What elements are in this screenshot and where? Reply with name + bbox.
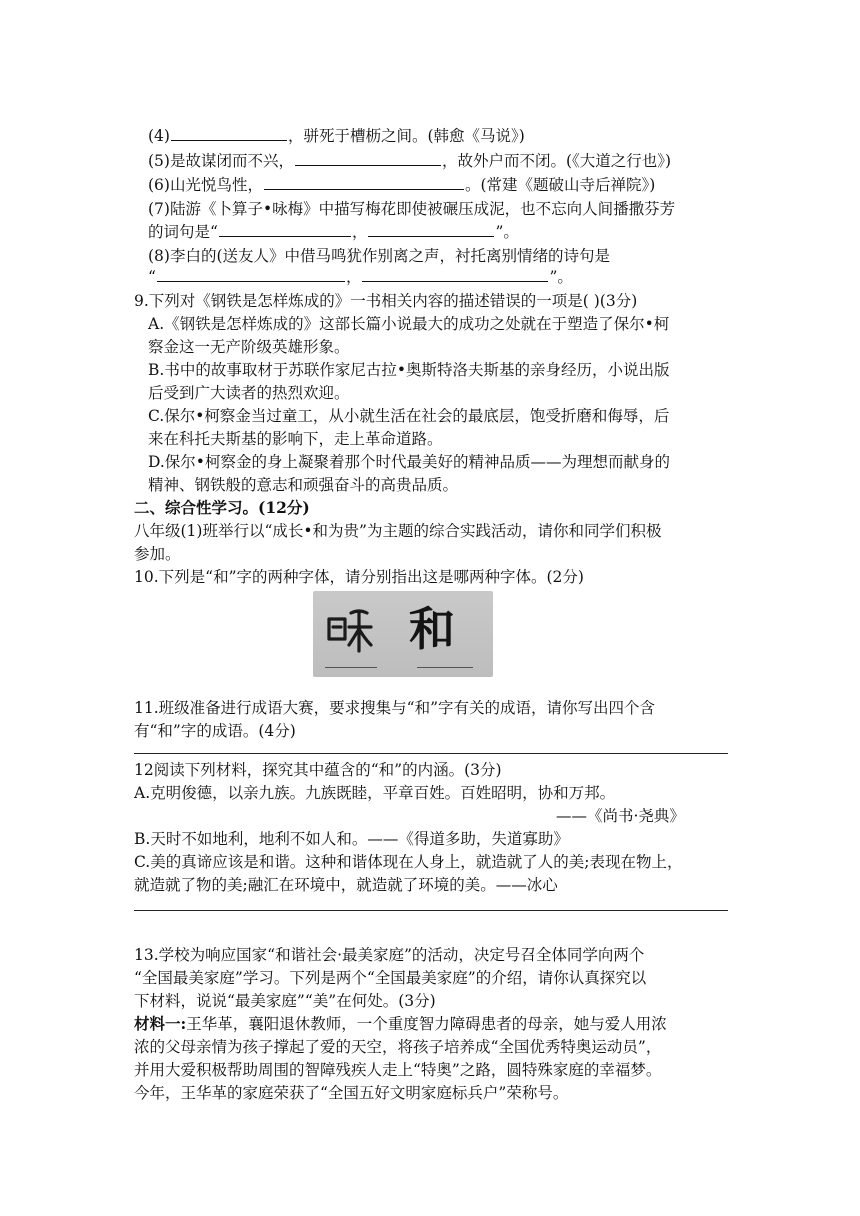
question-11-line-1: 11.班级准备进行成语大赛，要求搜集与“和”字有关的成语，请你写出四个含: [134, 699, 656, 717]
q12-material-c-1: C.美的真谛应该是和谐。这种和谐体现在人身上，就造就了人的美;表现在物上，: [134, 853, 683, 871]
question-9: 9.下列对《钢铁是怎样炼成的》一书相关内容的描述错误的一项是( )(3分): [134, 292, 638, 310]
question-8-line-2: [148, 266, 573, 288]
q9-option-c-2: 来在科托夫斯基的影响下，走上革命道路。: [148, 430, 443, 448]
q7-text-a: 的词句是“: [148, 223, 218, 241]
q5-text-a: (5)是故谋闭而不兴，: [148, 152, 294, 170]
question-12: 12阅读下列材料，探究其中蕴含的“和”的内涵。(3分): [134, 761, 502, 779]
answer-line-q11[interactable]: [134, 753, 728, 754]
question-5-line: [148, 150, 671, 172]
question-13-line-1: 13.学校为响应国家“和谐社会·最美家庭”的活动，决定号召全体同学向两个: [134, 946, 645, 964]
material-1-label: 材料一:: [134, 1014, 187, 1033]
q12-material-c-2: 就造就了物的美;融汇在环境中，就造就了环境的美。——冰心: [134, 876, 558, 894]
material-1-text: 王华革，襄阳退休教师，一个重度智力障碍患者的母亲，她与爱人用浓: [186, 1015, 667, 1033]
q6-text-a: (6)山光悦鸟性，: [148, 176, 263, 194]
regular-script-he-glyph: 和: [409, 602, 455, 656]
question-13-line-3: 下材料，说说“最美家庭”“美”在何处。(3分): [134, 992, 436, 1010]
answer-line-q12[interactable]: [134, 910, 728, 911]
question-11-line-2: 有“和”字的成语。(4分): [134, 722, 296, 740]
answer-blank[interactable]: [368, 221, 494, 237]
q6-text-b: 。(常建《题破山寺后禅院》): [464, 176, 656, 194]
q12-material-a: A.克明俊德，以亲九族。九族既睦，平章百姓。百姓昭明，协和万邦。: [134, 784, 616, 802]
section-2-heading: 二、综合性学习。(12分): [134, 498, 310, 517]
q7-comma: ，: [351, 223, 368, 241]
question-7-line-2: [148, 221, 519, 243]
material-1-line-3: 并用大爱积极帮助周围的智障残疾人走上“特奥”之路，圆特殊家庭的幸福梦。: [134, 1061, 662, 1079]
answer-blank[interactable]: [362, 266, 548, 282]
answer-blank[interactable]: [264, 174, 464, 190]
material-1-line-4: 今年，王华革的家庭荣获了“全国五好文明家庭标兵户”荣称号。: [134, 1084, 569, 1102]
answer-blank[interactable]: [171, 125, 287, 141]
material-1-line-2: 浓的父母亲情为孩子撑起了爱的天空，将孩子培养成“全国优秀特奥运动员”，: [134, 1038, 662, 1056]
q8-open: “: [148, 268, 156, 286]
question-4-line: [148, 125, 525, 147]
seal-script-he-glyph: [325, 605, 375, 657]
q9-option-a-2: 察金这一无产阶级英雄形象。: [148, 338, 350, 356]
he-character-fonts-image: [313, 591, 493, 677]
q12-material-b: B.天时不如地利，地利不如人和。——《得道多助，失道寡助》: [134, 830, 569, 848]
q9-option-b-2: 后受到广大读者的热烈欢迎。: [148, 384, 350, 402]
q9-option-a-1: A.《钢铁是怎样炼成的》这部长篇小说最大的成功之处就在于塑造了保尔•柯: [148, 315, 670, 333]
q12-material-a-source: ——《尚书·尧典》: [556, 807, 685, 825]
question-6-line: [148, 174, 655, 196]
q7-close: ”。: [495, 223, 519, 241]
intro-line-1: 八年级(1)班举行以“成长•和为贵”为主题的综合实践活动，请你和同学们积极: [134, 522, 662, 540]
answer-blank[interactable]: [157, 266, 345, 282]
question-8-line-1: (8)李白的(送友人》中借马鸣犹作别离之声，衬托离别情绪的诗句是: [148, 247, 611, 265]
question-10: 10.下列是“和”字的两种字体，请分别指出这是哪两种字体。(2分): [134, 568, 584, 586]
question-13-line-2: “全国最美家庭”学习。下列是两个“全国最美家庭”的介绍，请你认真探究以: [134, 969, 647, 987]
font-answer-line-2[interactable]: [417, 667, 473, 668]
font-answer-line-1[interactable]: [325, 667, 377, 668]
material-1-line-1: [134, 1013, 667, 1035]
q9-option-d-1: D.保尔•柯察金的身上凝聚着那个时代最美好的精神品质——为理想而献身的: [148, 453, 670, 471]
intro-line-2: 参加。: [134, 545, 181, 563]
q9-option-b-1: B.书中的故事取材于苏联作家尼古拉•奥斯特洛夫斯基的亲身经历，小说出版: [148, 361, 670, 379]
q8-close: ”。: [549, 268, 573, 286]
answer-blank[interactable]: [295, 150, 441, 166]
question-7-line-1: (7)陆游《卜算子•咏梅》中描写梅花即使被碾压成泥，也不忘向人间播撒芬芳: [148, 200, 676, 218]
q5-text-b: ，故外户而不闭。(《大道之行也》): [441, 152, 672, 170]
q9-option-d-2: 精神、钢铁般的意志和顽强奋斗的高贵品质。: [148, 476, 459, 494]
q9-option-c-1: C.保尔•柯察金当过童工，从小就生活在社会的最底层，饱受折磨和侮辱，后: [148, 407, 670, 425]
q4-text: ，骈死于槽枥之间。(韩愈《马说》): [287, 127, 525, 145]
q8-comma: ，: [345, 268, 362, 286]
q4-number: (4): [148, 127, 170, 145]
answer-blank[interactable]: [219, 221, 351, 237]
